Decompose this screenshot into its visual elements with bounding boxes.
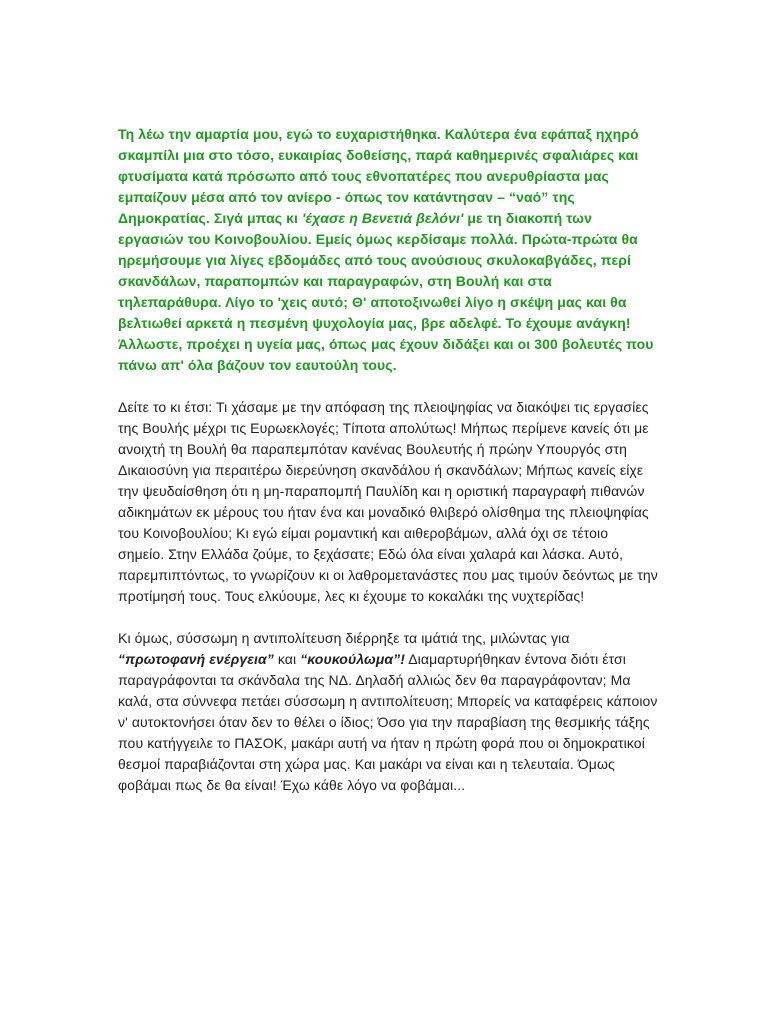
third-text-1: Κι όμως, σύσσωμη η αντιπολίτευση διέρρηξε τα ιμάτιά της, μιλώντας για (118, 630, 570, 646)
second-paragraph (118, 397, 658, 607)
third-text-2: και (273, 651, 301, 667)
intro-italic-phrase: 'έχασε η Βενετιά βελόνι' (302, 210, 464, 226)
third-text-3: Διαμαρτυρήθηκαν έντονα διότι έτσι παραγράφονται τα σκάνδαλα της ΝΔ. Δηλαδή αλλιώς δεν θα παραγράφονταν; Μα καλά, στα σύννεφα πετάει σύσσωμη η αντιπολίτευση; Μπορείς να καταφέρεις κάποιον ν' αυτοκτονήσει όταν δεν το θέλει ο ίδιος; Όσο για την παραβίαση της θεσμικής τάξης που κατήγγειλε το ΠΑΣΟΚ, μακάρι αυτή να ήταν η πρώτη φορά που οι δημοκρατικοί θεσμοί παραβιάζονται στη χώρα μας. Και μακάρι να είναι και η τελευταία. Όμως φοβάμαι πως δε θα είναι! Έχω κάθε λόγο να φοβάμαι... (118, 651, 658, 793)
quote-unprecedented-action: “πρωτοφανή ενέργεια” (118, 651, 274, 667)
intro-text-2: με τη διακοπή των εργασιών του Κοινοβουλίου. Εμείς όμως κερδίσαμε πολλά. Πρώτα-πρώτα θα ηρεμήσουμε για λίγες εβδομάδες από τους ανούσιους σκυλοκαβγάδες, περί σκανδάλων, παραπομπών και παραγραφών, στη Βουλή και στα τηλεπαράθυρα. Λίγο το 'χεις αυτό; Θ' αποτοξινωθεί λίγο η σκέψη μας και θα βελτιωθεί αρκετά η πεσμένη ψυχολογία μας, βρε αδελφέ. Το έχουμε ανάγκη! Άλλωστε, προέχει η υγεία μας, όπως μας έχουν διδάξει και οι 300 βολευτές που πάνω απ' όλα βάζουν τον εαυτούλη τους. (118, 210, 654, 373)
intro-text-1: Τη λέω την αμαρτία μου, εγώ το ευχαριστήθηκα. Καλύτερα ένα εφάπαξ ηχηρό σκαμπίλι μια στο τόσο, ευκαιρίας δοθείσης, παρά καθημερινές σφαλιάρες και φτυσίματα κατά πρόσωπο από τους εθνοπατέρες που ανερυθρίαστα μας εμπαίζουν μέσα από τον ανίερο - όπως τον κατάντησαν – “ναό” της Δημοκρατίας. Σιγά μπας κι (118, 126, 639, 226)
quote-cover-up: “κουκούλωμα”! (300, 651, 405, 667)
article-body (118, 124, 658, 817)
second-paragraph-text: Δείτε το κι έτσι: Τι χάσαμε με την απόφαση της πλειοψηφίας να διακόψει τις εργασίες της Βουλής μέχρι τις Ευρωεκλογές; Τίποτα απολύτως! Μήπως περίμενε κανείς ότι με ανοιχτή τη Βουλή θα παραπεμπόταν κανένας Βουλευτής ή πρώην Υπουργός στη Δικαιοσύνη για περαιτέρω διερεύνηση σκανδάλου ή σκανδάλων; Μήπως κανείς είχε την ψευδαίσθηση ότι η μη-παραπομπή Παυλίδη και η οριστική παραγραφή πιθανών αδικημάτων εκ μέρους του ήταν ένα και μοναδικό θλιβερό ολίσθημα της πλειοψηφίας του Κοινοβουλίου; Κι εγώ είμαι ρομαντική και αιθεροβάμων, αλλά όχι σε τέτοιο σημείο. Στην Ελλάδα ζούμε, το ξεχάσατε; Εδώ όλα είναι χαλαρά και λάσκα. Αυτό, παρεμπιπτόντως, το γνωρίζουν κι οι λαθρομετανάστες που μας τιμούν δεόντως με την προτίμησή τους. Τους ελκύουμε, λες κι έχουμε το κοκαλάκι της νυχτερίδας! (118, 399, 658, 604)
third-paragraph (118, 628, 658, 796)
intro-paragraph (118, 124, 658, 376)
